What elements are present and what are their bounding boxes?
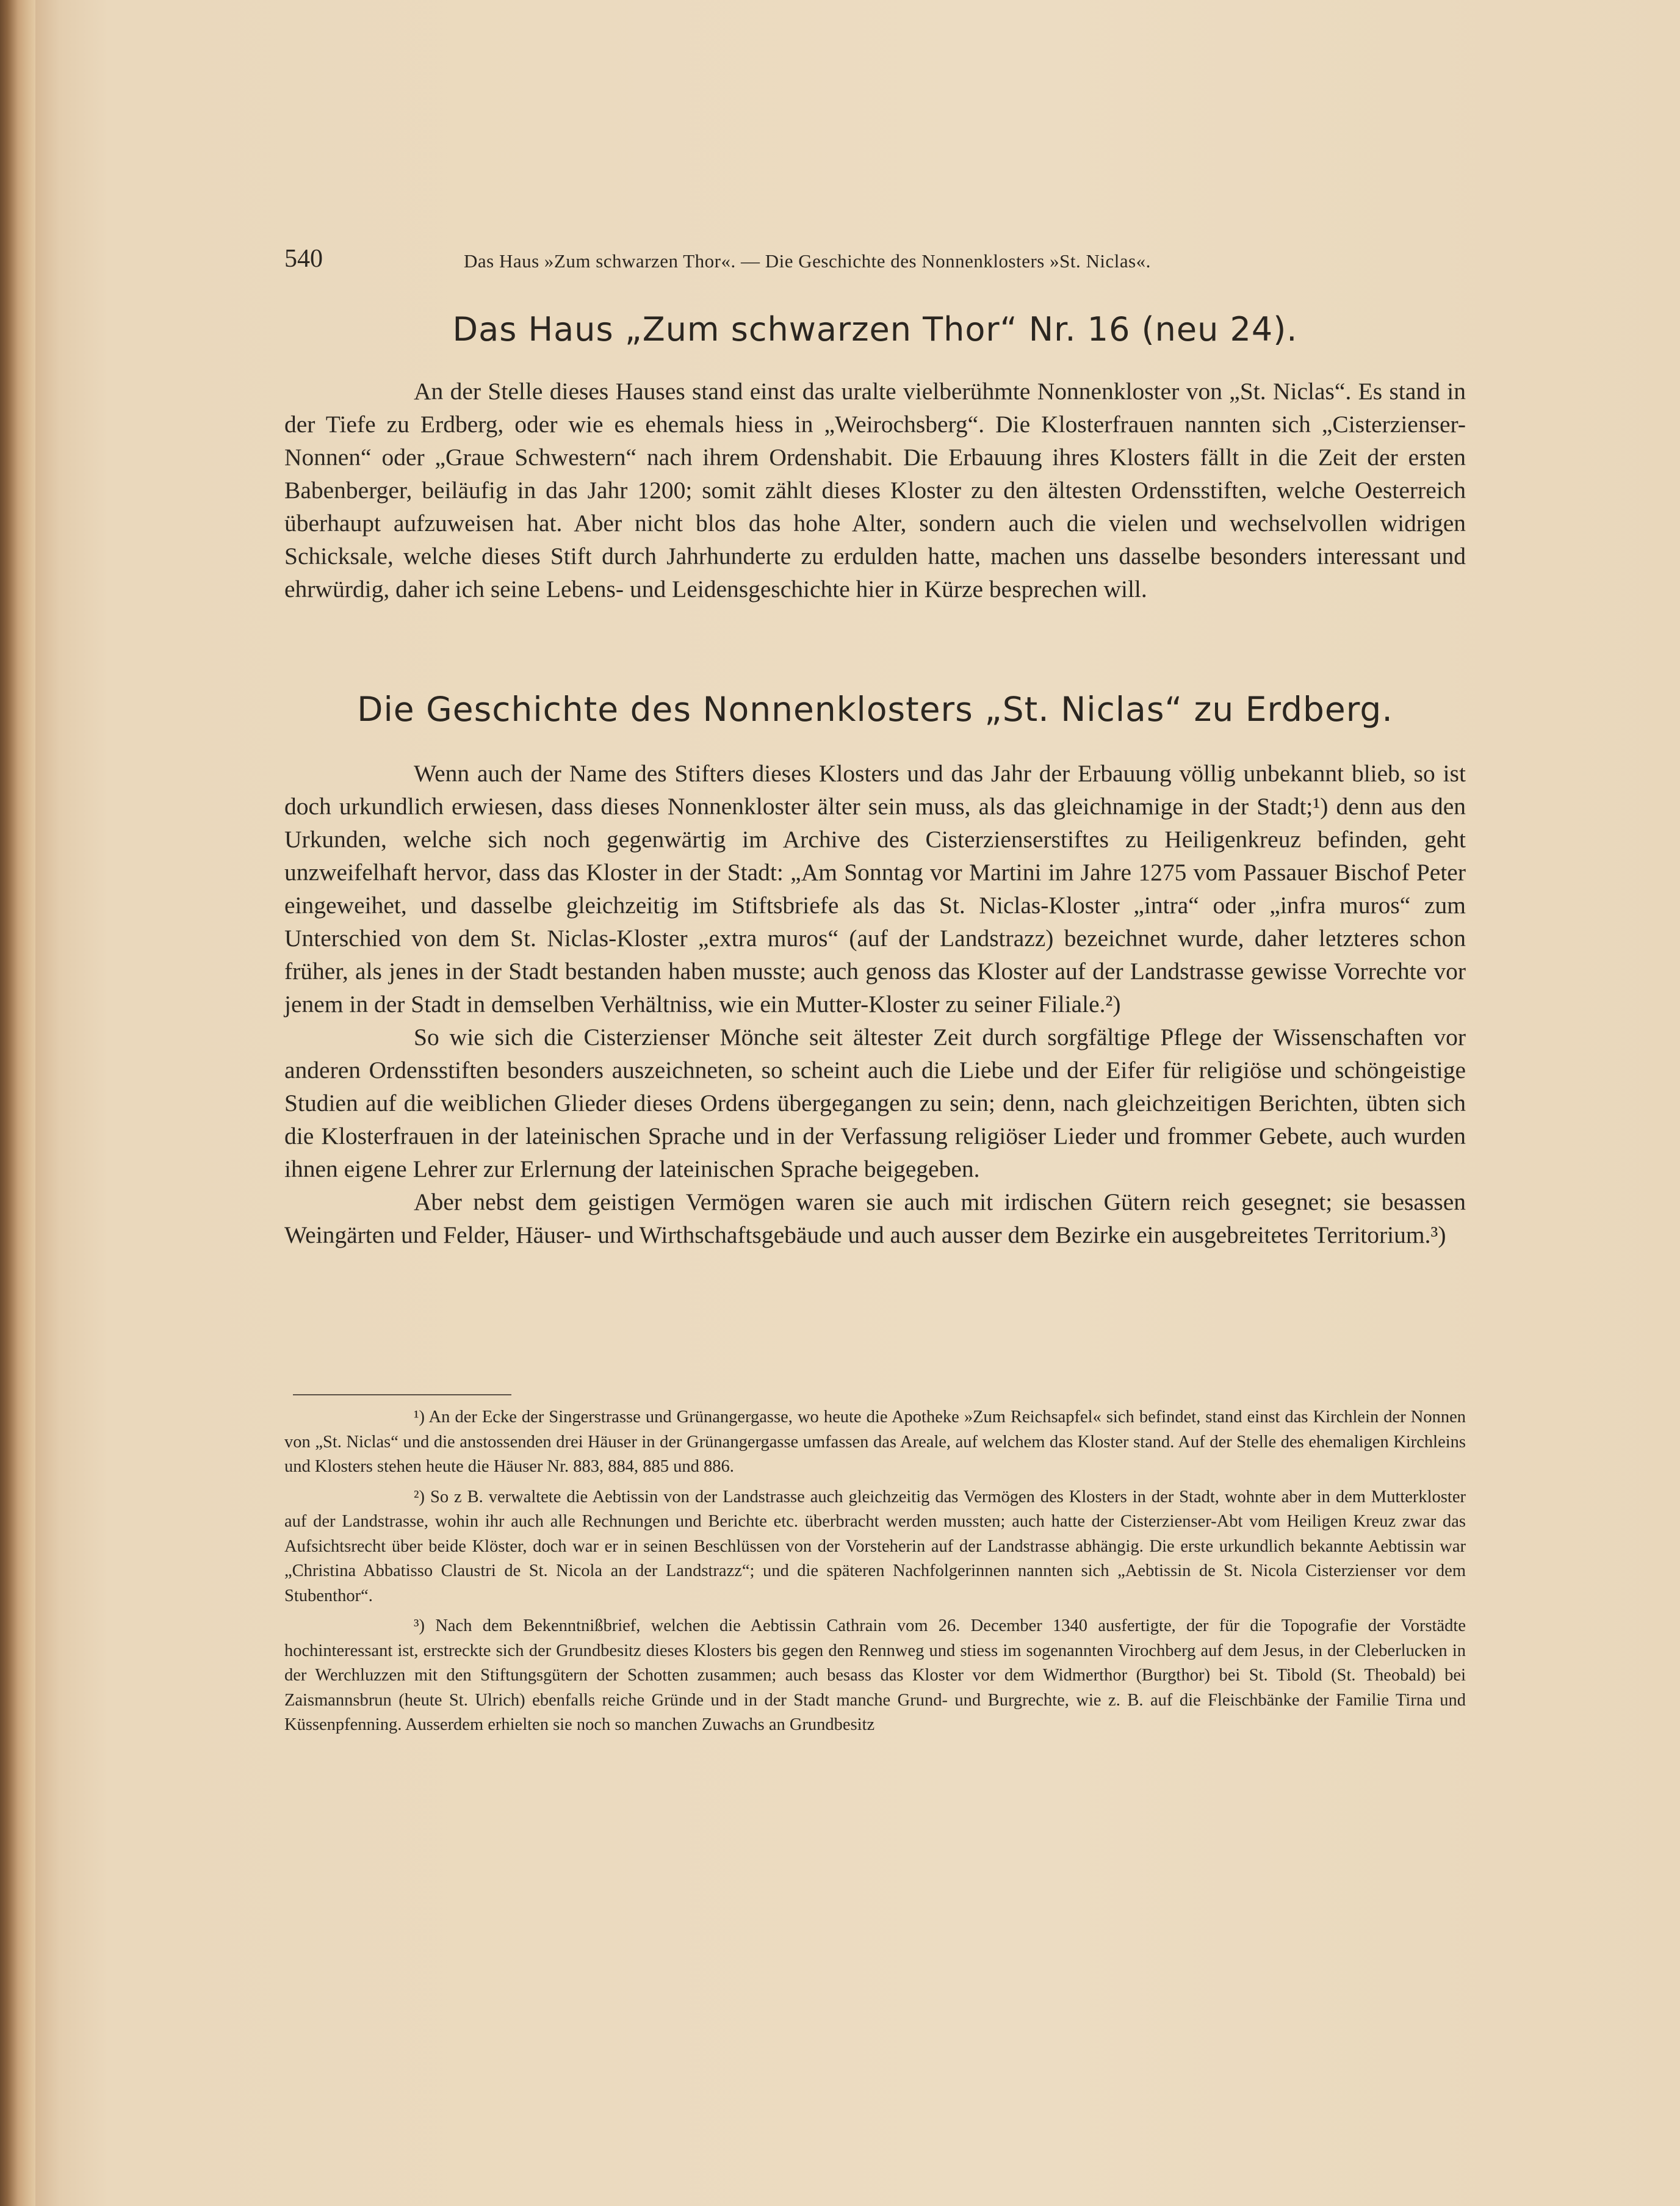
intro-paragraph: An der Stelle dieses Hauses stand einst das uralte vielberühmte Nonnenkloster von „St. Niclas“. Es stand in der Tiefe zu Erdberg, oder wie es ehemals hiess in „Weirochsberg“. Die Klosterfrauen nannten sich „Cisterzienser-Nonnen“ oder „Graue Schwestern“ nach ihrem Ordenshabit. Die Erbauung ihres Klosters fällt in die Zeit der ersten Babenberger, beiläufig in das Jahr 1200; somit zählt dieses Kloster zu den ältesten Ordensstiften, welche Oesterreich überhaupt aufzuweisen hat. Aber nicht blos das hohe Alter, sondern auch die vielen und wechselvollen widrigen Schicksale, welche dieses Stift durch Jahrhunderte zu erdulden hatte, machen uns dasselbe besonders interessant und ehrwürdig, daher ich seine Lebens- und Leidensgeschichte hier in Kürze besprechen will. (284, 378, 1466, 602)
footnote-2: ²) So z B. verwaltete die Aebtissin von der Landstrasse auch gleichzeitig das Vermögen des Klosters in der Stadt, wohnte aber in dem Mutterkloster auf der Landstrasse, wohin ihr auch alle Rechnungen und Berichte etc. überbracht werden mussten; auch hatte der Cisterzienser-Abt vom Heiligen Kreuz zwar das Aufsichtsrecht über beide Klöster, doch war er in seinen Beschlüssen von der Vorsteherin auf der Landstrasse abhängig. Die erste urkundlich bekannte Aebtissin war „Christina Abbatisso Claustri de St. Nicola an der Landstrazz“; und die späteren Nachfolgerinnen nannten sich „Aebtissin de St. Nicola Cisterzienser vor dem Stubenthor“. (284, 1487, 1466, 1605)
page-number: 540 (284, 245, 323, 273)
section-title-history: Die Geschichte des Nonnenklosters „St. Niclas“ zu Erdberg. (357, 690, 1393, 729)
intro-section (284, 375, 1466, 606)
footnote-divider (293, 1394, 511, 1395)
footnotes (284, 1405, 1466, 1738)
history-paragraph-2: So wie sich die Cisterzienser Mönche seit ältester Zeit durch sorgfältige Pflege der Wissenschaften vor anderen Ordensstiften besonders auszeichneten, so scheint auch die Liebe und der Eifer für religiöse und schöngeistige Studien auf die weiblichen Glieder dieses Ordens übergegangen zu sein; denn, nach gleichzeitigen Berichten, übten sich die Klosterfrauen in der lateinischen Sprache und in der Verfassung religiöser Lieder und frommer Gebete, auch wurden ihnen eigene Lehrer zur Erlernung der lateinischen Sprache beigegeben. (284, 1024, 1466, 1182)
history-paragraph-1: Wenn auch der Name des Stifters dieses Klosters und das Jahr der Erbauung völlig unbekannt blieb, so ist doch urkundlich erwiesen, dass dieses Nonnenkloster älter sein muss, als das gleichnamige in der Stadt;¹) denn aus den Urkunden, welche sich noch gegenwärtig im Archive des Cisterzienserstiftes zu Heiligenkreuz befinden, geht unzweifelhaft hervor, dass das Kloster in der Stadt: „Am Sonntag vor Martini im Jahre 1275 vom Passauer Bischof Peter eingeweihet, und dasselbe gleichzeitig im Stiftsbriefe als das St. Niclas-Kloster „intra“ oder „infra muros“ zum Unterschied von dem St. Niclas-Kloster „extra muros“ (auf der Landstrazz) bezeichnet wurde, daher letzteres schon früher, als jenes in der Stadt bestanden haben musste; auch genoss das Kloster auf der Landstrasse gewisse Vorrechte vor jenem in der Stadt in demselben Verhältniss, wie ein Mutter-Kloster zu seiner Filiale.²) (284, 760, 1466, 1018)
history-paragraph-3: Aber nebst dem geistigen Vermögen waren sie auch mit irdischen Gütern reich gesegnet; sie besassen Weingärten und Felder, Häuser- und Wirthschaftsgebäude und auch ausser dem Bezirke ein ausgebreitetes Territorium.³) (284, 1188, 1466, 1248)
page-header (284, 244, 1466, 281)
footnote-1: ¹) An der Ecke der Singerstrasse und Grünangergasse, wo heute die Apotheke »Zum Reichsapfel« sich befindet, stand einst das Kirchlein der Nonnen von „St. Niclas“ und die anstossenden drei Häuser in der Grünangergasse umfassen das Areale, auf welchem das Kloster stand. Auf der Stelle des ehemaligen Kirchleins und Klosters stehen heute die Häuser Nr. 883, 884, 885 und 886. (284, 1408, 1466, 1476)
section-title-house: Das Haus „Zum schwarzen Thor“ Nr. 16 (neu 24). (452, 310, 1298, 349)
footnote-3: ³) Nach dem Bekenntnißbrief, welchen die Aebtissin Cathrain vom 26. December 1340 ausfertigte, der für die Topografie der Vorstädte hochinteressant ist, erstreckte sich der Grundbesitz dieses Klosters bis gegen den Rennweg und stiess im sogenannten Virochberg auf dem Jesus, in der Cleberlucken in der Werchluzzen mit den Stiftungsgütern der Schotten zusammen; auch besass das Kloster vor dem Widmerthor (Burgthor) bei St. Tibold (St. Theobald) bei Zaismannsbrun (heute St. Ulrich) ebenfalls reiche Gründe und in der Stadt manche Grund- und Burgrechte, wie z. B. auf die Fleischbänke der Familie Tirna und Küssenpfenning. Ausserdem erhielten sie noch so manchen Zuwachs an Grundbesitz (284, 1616, 1466, 1734)
history-section (284, 757, 1466, 1251)
running-title: Das Haus »Zum schwarzen Thor«. — Die Geschichte des Nonnenklosters »St. Niclas«. (464, 250, 1151, 272)
